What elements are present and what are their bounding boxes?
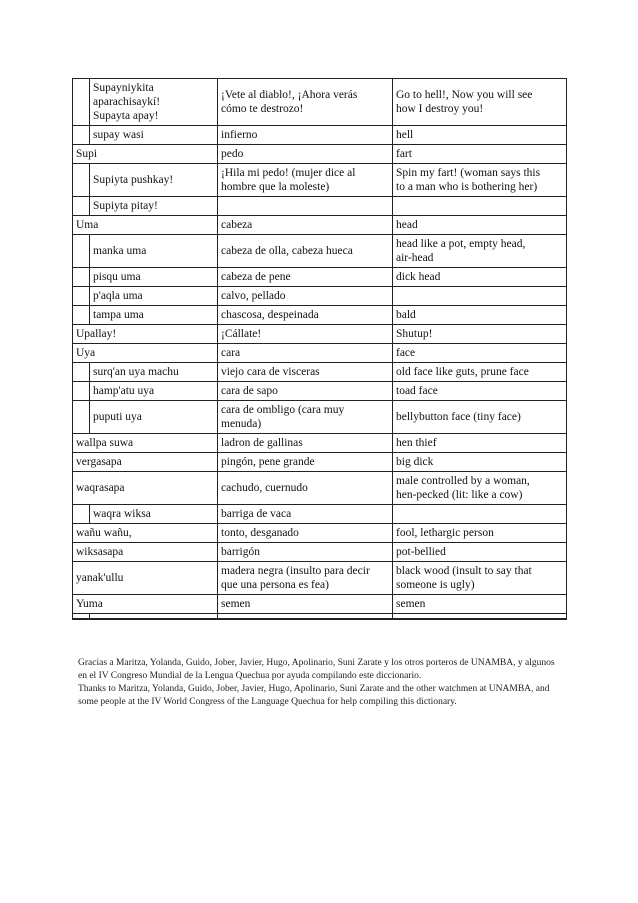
spacer-cell xyxy=(393,614,567,620)
quechua-term: Uya xyxy=(73,344,218,363)
quechua-term: manka uma xyxy=(90,235,218,268)
english-translation: toad face xyxy=(393,382,567,401)
english-translation: Shutup! xyxy=(393,325,567,344)
english-translation: semen xyxy=(393,595,567,614)
english-translation: Spin my fart! (woman says this to a man who is bothering her) xyxy=(393,164,567,197)
quechua-term: wañu wañu, xyxy=(73,524,218,543)
indent-cell xyxy=(73,614,90,620)
indent-cell xyxy=(73,126,90,145)
dictionary-row xyxy=(73,268,567,287)
indent-cell xyxy=(73,164,90,197)
quechua-term: Supi xyxy=(73,145,218,164)
spanish-translation: barriga de vaca xyxy=(218,505,393,524)
spanish-translation: cabeza de olla, cabeza hueca xyxy=(218,235,393,268)
spanish-translation: cabeza xyxy=(218,216,393,235)
dictionary-row xyxy=(73,401,567,434)
dictionary-row xyxy=(73,505,567,524)
quechua-term: Supiyta pitay! xyxy=(90,197,218,216)
dictionary-row xyxy=(73,235,567,268)
spanish-translation: ¡Hila mi pedo! (mujer dice al hombre que la moleste) xyxy=(218,164,393,197)
dictionary-row xyxy=(73,382,567,401)
english-translation xyxy=(393,287,567,306)
dictionary-row xyxy=(73,434,567,453)
english-translation: male controlled by a woman, hen-pecked (lit: like a cow) xyxy=(393,472,567,505)
spanish-translation: cachudo, cuernudo xyxy=(218,472,393,505)
quechua-term: Yuma xyxy=(73,595,218,614)
dictionary-row xyxy=(73,595,567,614)
english-translation: bald xyxy=(393,306,567,325)
quechua-term: Uma xyxy=(73,216,218,235)
dictionary-row xyxy=(73,164,567,197)
english-translation: fool, lethargic person xyxy=(393,524,567,543)
english-translation: big dick xyxy=(393,453,567,472)
dictionary-row xyxy=(73,325,567,344)
quechua-term: hamp'atu uya xyxy=(90,382,218,401)
quechua-term: waqrasapa xyxy=(73,472,218,505)
spanish-translation xyxy=(218,197,393,216)
spanish-translation: viejo cara de visceras xyxy=(218,363,393,382)
dictionary-row xyxy=(73,472,567,505)
indent-cell xyxy=(73,287,90,306)
english-translation: bellybutton face (tiny face) xyxy=(393,401,567,434)
dictionary-row xyxy=(73,306,567,325)
quechua-term: pisqu uma xyxy=(90,268,218,287)
spacer-cell xyxy=(218,614,393,620)
dictionary-row xyxy=(73,453,567,472)
english-translation: face xyxy=(393,344,567,363)
acknowledgements xyxy=(78,657,558,709)
dictionary-row xyxy=(73,79,567,126)
spanish-translation: semen xyxy=(218,595,393,614)
dictionary-body xyxy=(73,79,567,620)
quechua-term: waqra wiksa xyxy=(90,505,218,524)
english-translation: head like a pot, empty head, air-head xyxy=(393,235,567,268)
indent-cell xyxy=(73,382,90,401)
spanish-translation: cara de ombligo (cara muy menuda) xyxy=(218,401,393,434)
spanish-translation: cara de sapo xyxy=(218,382,393,401)
spacer-cell xyxy=(90,614,218,620)
quechua-term: vergasapa xyxy=(73,453,218,472)
dictionary-row xyxy=(73,126,567,145)
quechua-term: puputi uya xyxy=(90,401,218,434)
english-translation xyxy=(393,197,567,216)
acknowledgement-spanish: Gracias a Maritza, Yolanda, Guido, Jober, Javier, Hugo, Apolinario, Suni Zarate y los otros porteros de UNAMBA, y algunos en el IV Congreso Mundial de la Lengua Quechua por ayuda compilando este diccionario. xyxy=(78,658,555,681)
spanish-translation: ¡Cállate! xyxy=(218,325,393,344)
dictionary-row xyxy=(73,145,567,164)
indent-cell xyxy=(73,197,90,216)
spanish-translation: chascosa, despeinada xyxy=(218,306,393,325)
quechua-term: Supayniykita aparachisaykí! Supayta apay! xyxy=(90,79,218,126)
quechua-term: Upallay! xyxy=(73,325,218,344)
indent-cell xyxy=(73,505,90,524)
quechua-term: p'aqla uma xyxy=(90,287,218,306)
english-translation: hell xyxy=(393,126,567,145)
english-translation: old face like guts, prune face xyxy=(393,363,567,382)
english-translation: fart xyxy=(393,145,567,164)
english-translation: black wood (insult to say that someone is ugly) xyxy=(393,562,567,595)
indent-cell xyxy=(73,401,90,434)
spanish-translation: ladron de gallinas xyxy=(218,434,393,453)
spanish-translation: barrigón xyxy=(218,543,393,562)
quechua-term: wiksasapa xyxy=(73,543,218,562)
english-translation: dick head xyxy=(393,268,567,287)
indent-cell xyxy=(73,363,90,382)
english-translation: Go to hell!, Now you will see how I destroy you! xyxy=(393,79,567,126)
dictionary-row xyxy=(73,197,567,216)
english-translation: pot-bellied xyxy=(393,543,567,562)
quechua-term: wallpa suwa xyxy=(73,434,218,453)
quechua-term: supay wasi xyxy=(90,126,218,145)
spanish-translation: infierno xyxy=(218,126,393,145)
spanish-translation: pingón, pene grande xyxy=(218,453,393,472)
english-translation: head xyxy=(393,216,567,235)
indent-cell xyxy=(73,268,90,287)
quechua-term: surq'an uya machu xyxy=(90,363,218,382)
spanish-translation: pedo xyxy=(218,145,393,164)
dictionary-row xyxy=(73,287,567,306)
dictionary-row xyxy=(73,363,567,382)
quechua-term: tampa uma xyxy=(90,306,218,325)
acknowledgement-english: Thanks to Maritza, Yolanda, Guido, Jober, Javier, Hugo, Apolinario, Suni Zarate and the other watchmen at UNAMBA, and some people at the IV World Congress of the Language Quechua for help compiling this dictionary. xyxy=(78,684,550,707)
table-end-row xyxy=(73,614,567,620)
english-translation: hen thief xyxy=(393,434,567,453)
dictionary-row xyxy=(73,562,567,595)
indent-cell xyxy=(73,306,90,325)
quechua-term: yanak'ullu xyxy=(73,562,218,595)
spanish-translation: cara xyxy=(218,344,393,363)
dictionary-row xyxy=(73,216,567,235)
indent-cell xyxy=(73,79,90,126)
indent-cell xyxy=(73,235,90,268)
spanish-translation: madera negra (insulto para decir que una persona es fea) xyxy=(218,562,393,595)
dictionary-row xyxy=(73,543,567,562)
spanish-translation: tonto, desganado xyxy=(218,524,393,543)
spanish-translation: cabeza de pene xyxy=(218,268,393,287)
spanish-translation: calvo, pellado xyxy=(218,287,393,306)
english-translation xyxy=(393,505,567,524)
dictionary-row xyxy=(73,344,567,363)
quechua-term: Supiyta pushkay! xyxy=(90,164,218,197)
dictionary-row xyxy=(73,524,567,543)
spanish-translation: ¡Vete al diablo!, ¡Ahora verás cómo te destrozo! xyxy=(218,79,393,126)
dictionary-table xyxy=(72,78,567,620)
